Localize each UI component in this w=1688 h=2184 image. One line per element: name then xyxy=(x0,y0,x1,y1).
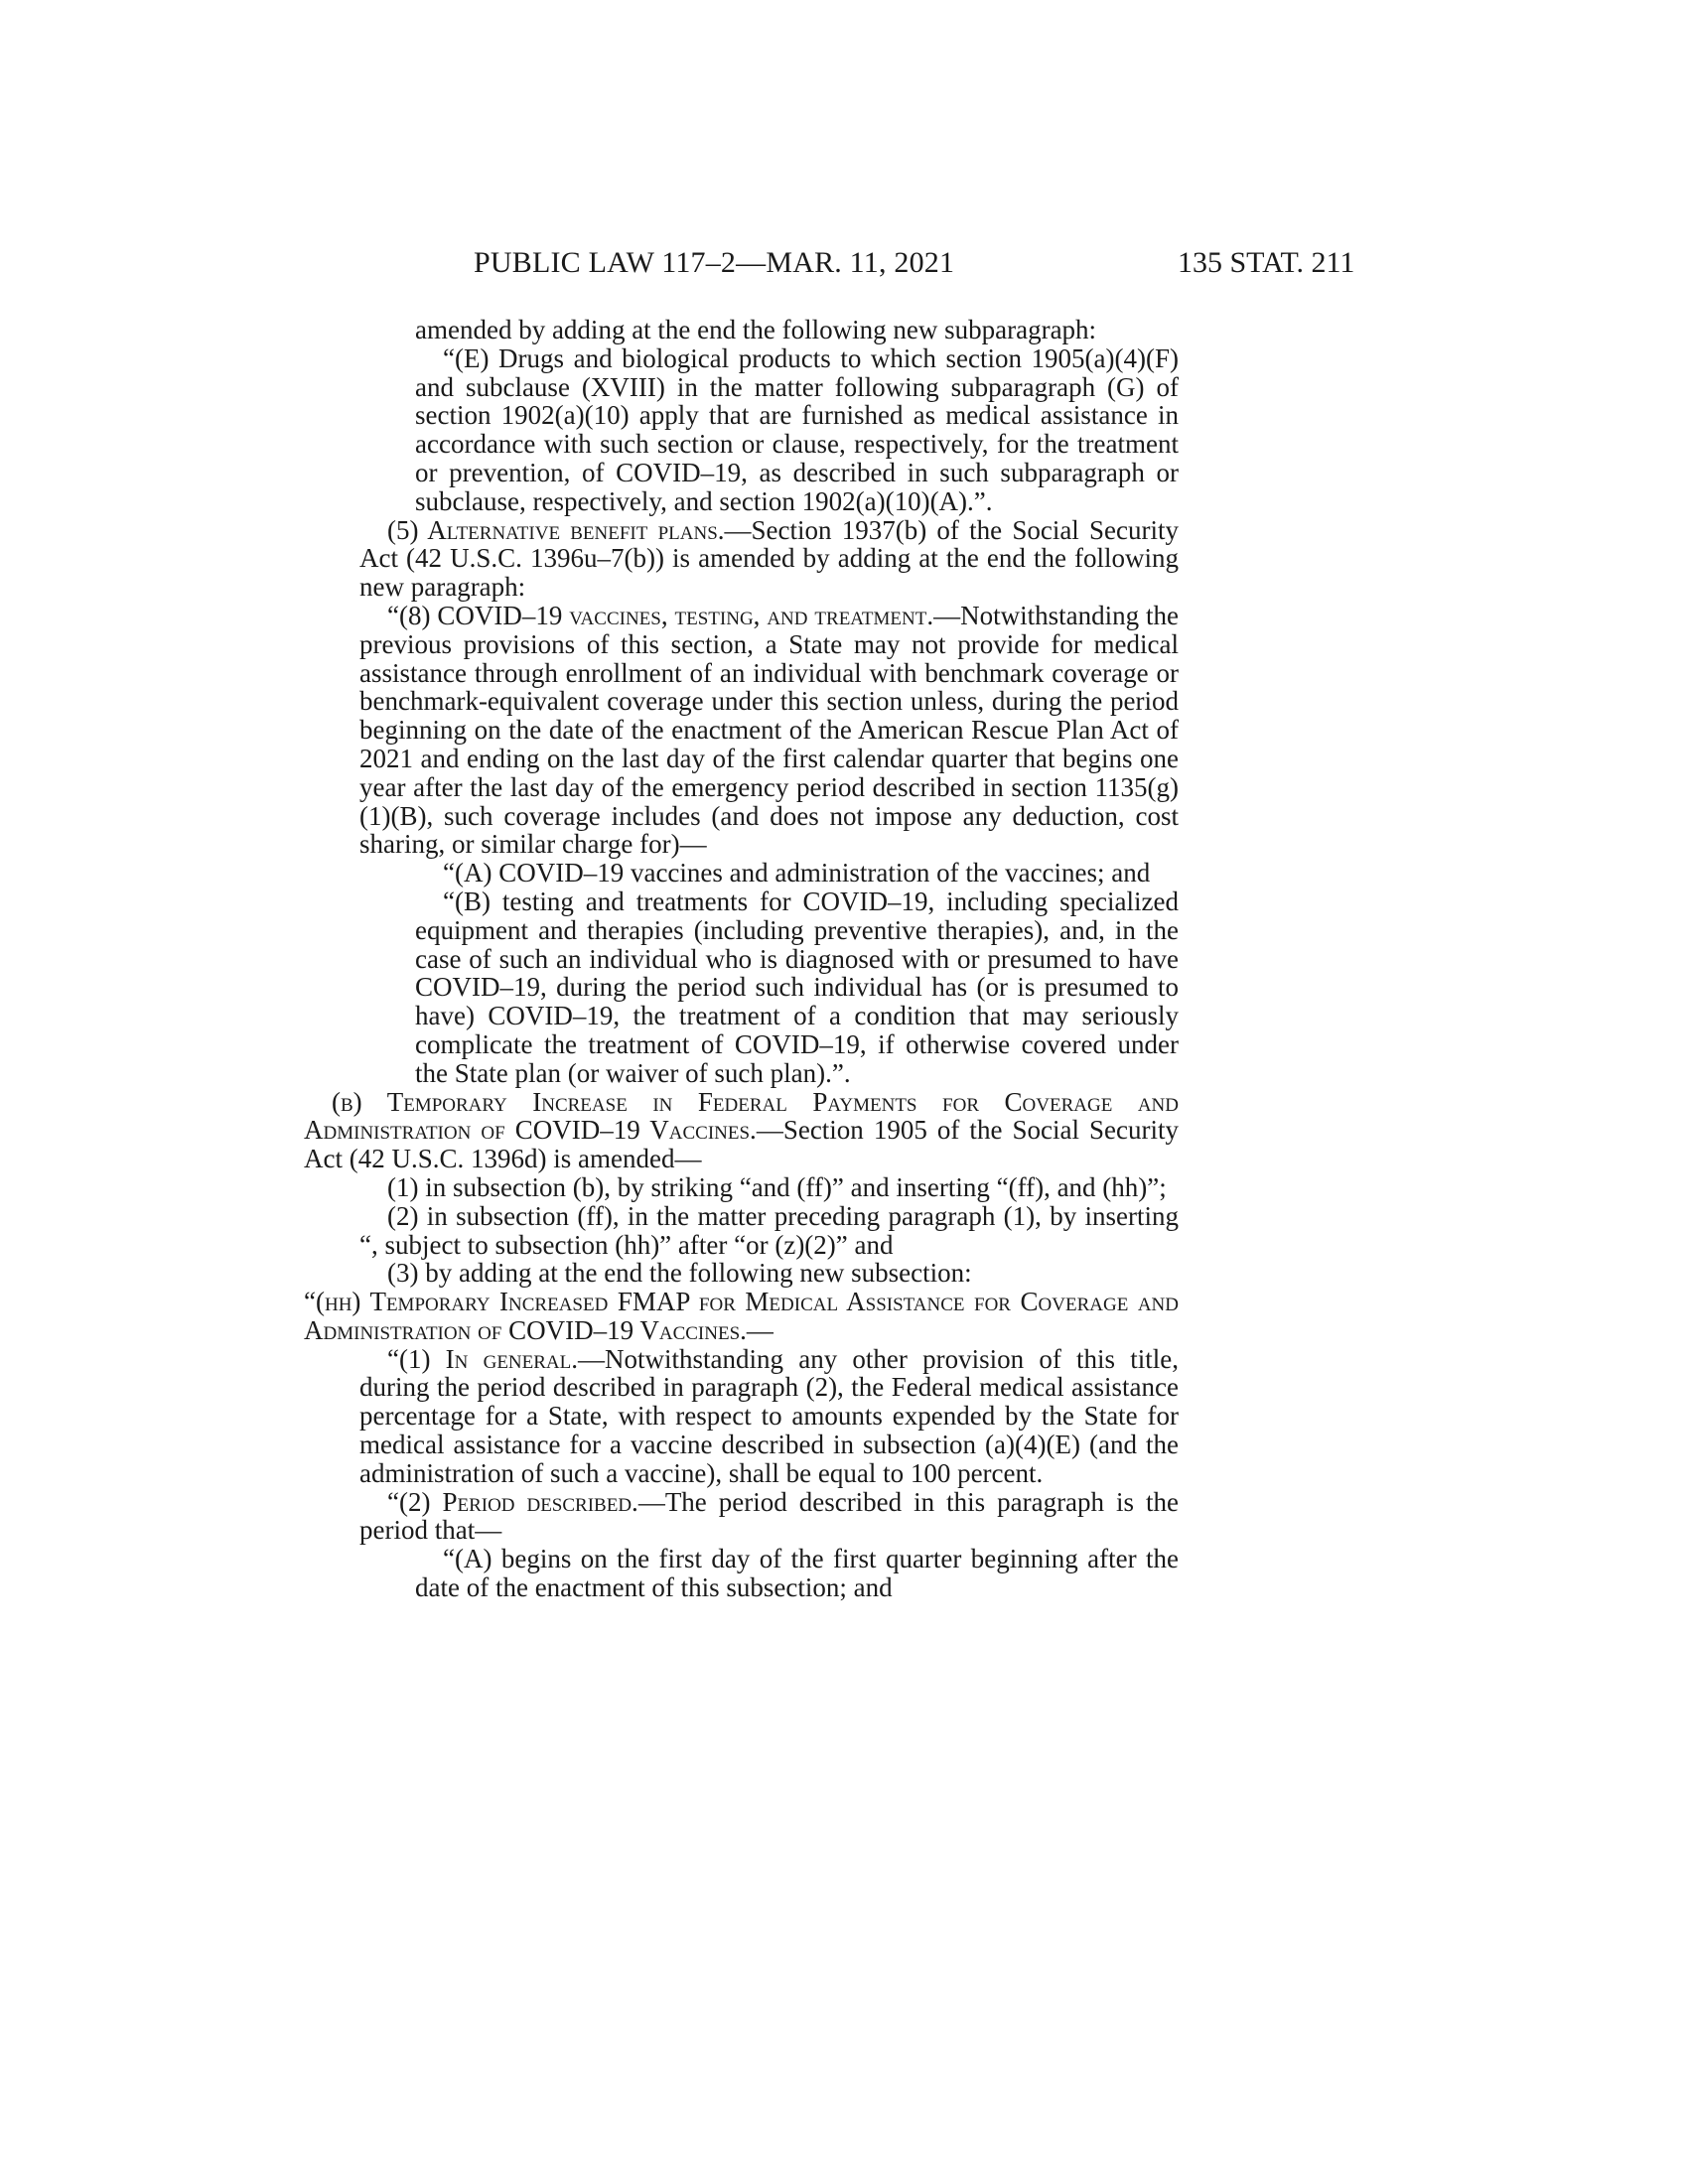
paragraph-text: “(E) Drugs and biological products to which section 1905(a)(4)(F) and subclause (XVIII) in the matter following subparagraph (G) of section 1902(a)(10) apply that are furnished as medical assistance in accordance with such section or clause, respectively, for the treatment or prevention, of COVID–19, as described in such subparagraph or subclause, respectively, and section 1902(a)(10)(A).”. xyxy=(415,342,1179,516)
paragraph-text: (2) in subsection (ff), in the matter preceding paragraph (1), by inserting “, subject to subsection (hh)” after “or (z)(2)” and xyxy=(359,1200,1179,1260)
paragraph-text: — xyxy=(746,1314,774,1345)
paragraph-text: amended by adding at the end the following new subparagraph: xyxy=(415,315,1097,344)
paragraph-subparagraph-e xyxy=(415,344,1179,516)
paragraph-amended-by-adding xyxy=(415,316,1179,344)
paragraph-heading: “(1) In general. xyxy=(387,1343,579,1374)
paragraph-text: “(A) COVID–19 vaccines and administration of the vaccines; and xyxy=(443,858,1151,888)
paragraph-text: —Section 1937(b) of the Social Security Act (42 U.S.C. 1396u–7(b)) is amended by adding at the end the following new paragraph: xyxy=(359,514,1179,603)
page-header-title: PUBLIC LAW 117–2—MAR. 11, 2021 xyxy=(474,246,955,279)
paragraph-subsection-hh xyxy=(304,1288,1179,1345)
paragraph-alternative-benefit-plans xyxy=(359,516,1179,602)
paragraph-text: —The period described in this paragraph is the period that— xyxy=(359,1486,1179,1546)
paragraph-heading: (5) Alternative benefit plans. xyxy=(387,514,725,545)
paragraph-text: (3) by adding at the end the following new subsection: xyxy=(387,1258,972,1289)
paragraph-text: (1) in subsection (b), by striking “and (ff)” and inserting “(ff), and (hh)”; xyxy=(387,1171,1167,1202)
paragraph-heading: “(2) Period described. xyxy=(387,1486,638,1517)
paragraph-item-1 xyxy=(359,1173,1179,1202)
paragraph-period-described xyxy=(359,1488,1179,1546)
paragraph-covid-vaccines-testing-treatment xyxy=(359,602,1179,859)
paragraph-text: —Notwithstanding the previous provisions of this section, a State may not provide for medical assistance through enrollment of an individual with benchmark coverage or benchmark-equivalent coverage under this section unless, during the period beginning on the date of the enactment of the American Rescue Plan Act of 2021 and ending on the last day of the first calendar quarter that begins one year after the last day of the emergency period described in section 1135(g)(1)(B), such coverage includes (and does not impose any deduction, cost sharing, or similar charge for)— xyxy=(359,600,1179,860)
paragraph-heading: “(hh) Temporary Increased FMAP for Medical Assistance for Coverage and Administration of COVID–19 Vaccines. xyxy=(304,1287,1179,1345)
paragraph-text: “(A) begins on the first day of the first quarter beginning after the date of the enactment of this subsection; and xyxy=(415,1544,1179,1603)
document-body xyxy=(304,316,1179,1602)
paragraph-in-general xyxy=(359,1345,1179,1488)
paragraph-heading: (b) Temporary Increase in Federal Payments for Coverage and Administration of COVID–19 Vaccines. xyxy=(304,1086,1179,1146)
paragraph-item-2 xyxy=(359,1202,1179,1260)
page-number: 135 STAT. 211 xyxy=(1178,246,1355,279)
paragraph-heading: “(8) COVID–19 vaccines, testing, and treatment. xyxy=(387,600,934,630)
paragraph-clause-b xyxy=(415,887,1179,1088)
paragraph-item-3 xyxy=(359,1259,1179,1288)
paragraph-text: —Section 1905 of the Social Security Act (42 U.S.C. 1396d) is amended— xyxy=(304,1115,1179,1174)
paragraph-clause-a xyxy=(415,859,1179,887)
paragraph-period-a xyxy=(415,1545,1179,1602)
paragraph-subsection-b xyxy=(304,1088,1179,1173)
paragraph-text: —Notwithstanding any other provision of this title, during the period described in paragraph (2), the Federal medical assistance percentage for a State, with respect to amounts expended by the State for medical assistance for a vaccine described in subsection (a)(4)(E) (and the administration of such a vaccine), shall be equal to 100 percent. xyxy=(359,1343,1179,1488)
paragraph-text: “(B) testing and treatments for COVID–19, including specialized equipment and therapies (including preventive therapies), and, in the case of such an individual who is diagnosed with or presumed to have COVID–19, during the period such individual has (or is presumed to have) COVID–19, the treatment of a condition that may seriously complicate the treatment of COVID–19, if otherwise covered under the State plan (or waiver of such plan).”. xyxy=(415,886,1179,1088)
